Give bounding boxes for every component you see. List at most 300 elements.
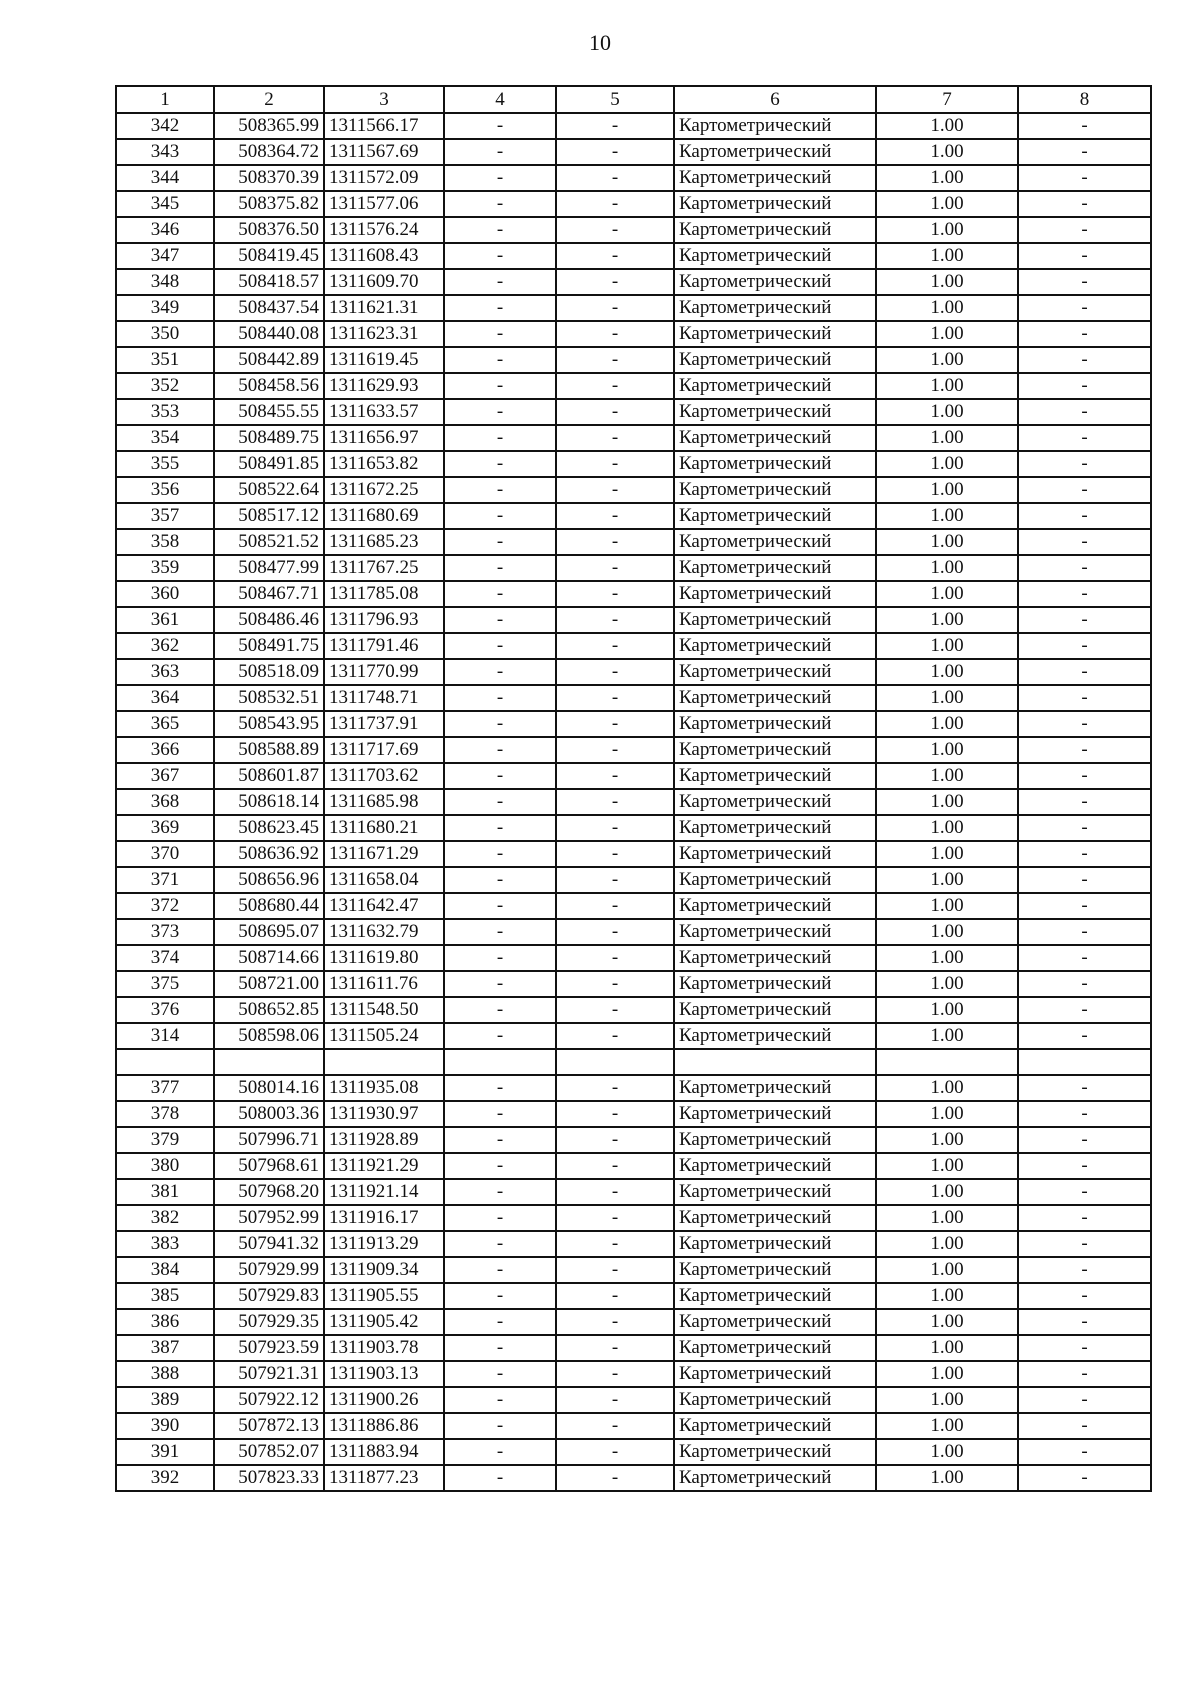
method-cell: Картометрический [674, 555, 876, 581]
accuracy-cell: 1.00 [876, 789, 1018, 815]
method-cell: Картометрический [674, 711, 876, 737]
accuracy-cell: 1.00 [876, 867, 1018, 893]
x-coordinate-cell: 508601.87 [214, 763, 324, 789]
col4-cell: - [444, 633, 556, 659]
x-coordinate-cell: 507921.31 [214, 1361, 324, 1387]
y-coordinate-cell: 1311883.94 [324, 1439, 444, 1465]
y-coordinate-cell: 1311916.17 [324, 1205, 444, 1231]
accuracy-cell: 1.00 [876, 243, 1018, 269]
point-number-cell: 382 [116, 1205, 214, 1231]
x-coordinate-cell: 508517.12 [214, 503, 324, 529]
table-row [116, 763, 1151, 789]
method-cell: Картометрический [674, 1205, 876, 1231]
accuracy-cell: 1.00 [876, 659, 1018, 685]
col5-cell: - [556, 347, 674, 373]
col4-cell: - [444, 867, 556, 893]
col5-cell: - [556, 1361, 674, 1387]
y-coordinate-cell: 1311505.24 [324, 1023, 444, 1049]
y-coordinate-cell: 1311767.25 [324, 555, 444, 581]
col8-cell: - [1018, 971, 1151, 997]
col4-cell: - [444, 1075, 556, 1101]
method-cell: Картометрический [674, 217, 876, 243]
col5-cell: - [556, 1413, 674, 1439]
point-number-cell: 383 [116, 1231, 214, 1257]
point-number-cell: 359 [116, 555, 214, 581]
col5-cell: - [556, 113, 674, 139]
accuracy-cell: 1.00 [876, 711, 1018, 737]
col4-cell: - [444, 191, 556, 217]
y-coordinate-cell: 1311629.93 [324, 373, 444, 399]
point-number-cell: 377 [116, 1075, 214, 1101]
table-row [116, 1387, 1151, 1413]
table-row [116, 1361, 1151, 1387]
accuracy-cell: 1.00 [876, 1413, 1018, 1439]
accuracy-cell: 1.00 [876, 425, 1018, 451]
method-cell: Картометрический [674, 1257, 876, 1283]
col8-cell: - [1018, 1179, 1151, 1205]
accuracy-cell: 1.00 [876, 1361, 1018, 1387]
point-number-cell: 354 [116, 425, 214, 451]
x-coordinate-cell: 507941.32 [214, 1231, 324, 1257]
col4-cell: - [444, 789, 556, 815]
table-body [116, 113, 1151, 1491]
col8-cell: - [1018, 347, 1151, 373]
col4-cell: - [444, 1101, 556, 1127]
col4-cell: - [444, 997, 556, 1023]
table-row [116, 503, 1151, 529]
method-cell: Картометрический [674, 503, 876, 529]
y-coordinate-cell: 1311653.82 [324, 451, 444, 477]
method-cell [674, 1049, 876, 1075]
col8-cell: - [1018, 1465, 1151, 1491]
x-coordinate-cell: 508455.55 [214, 399, 324, 425]
table-row [116, 841, 1151, 867]
col8-cell: - [1018, 1335, 1151, 1361]
table-row [116, 555, 1151, 581]
accuracy-cell [876, 1049, 1018, 1075]
col4-cell: - [444, 1283, 556, 1309]
header-cell: 7 [876, 86, 1018, 113]
col4-cell: - [444, 451, 556, 477]
col5-cell: - [556, 477, 674, 503]
point-number-cell: 372 [116, 893, 214, 919]
col5-cell: - [556, 295, 674, 321]
x-coordinate-cell: 508437.54 [214, 295, 324, 321]
point-number-cell: 366 [116, 737, 214, 763]
y-coordinate-cell: 1311703.62 [324, 763, 444, 789]
col4-cell: - [444, 1309, 556, 1335]
table-row [116, 139, 1151, 165]
col8-cell: - [1018, 113, 1151, 139]
col5-cell: - [556, 1179, 674, 1205]
point-number-cell: 380 [116, 1153, 214, 1179]
point-number-cell: 342 [116, 113, 214, 139]
col5-cell: - [556, 1309, 674, 1335]
point-number-cell: 392 [116, 1465, 214, 1491]
col4-cell: - [444, 841, 556, 867]
accuracy-cell: 1.00 [876, 815, 1018, 841]
point-number-cell: 378 [116, 1101, 214, 1127]
method-cell: Картометрический [674, 1439, 876, 1465]
point-number-cell: 367 [116, 763, 214, 789]
accuracy-cell: 1.00 [876, 1335, 1018, 1361]
point-number-cell: 370 [116, 841, 214, 867]
col8-cell: - [1018, 217, 1151, 243]
point-number-cell: 379 [116, 1127, 214, 1153]
col5-cell: - [556, 893, 674, 919]
x-coordinate-cell: 507929.83 [214, 1283, 324, 1309]
y-coordinate-cell: 1311737.91 [324, 711, 444, 737]
method-cell: Картометрический [674, 269, 876, 295]
table-row [116, 1257, 1151, 1283]
col8-cell: - [1018, 607, 1151, 633]
x-coordinate-cell: 508467.71 [214, 581, 324, 607]
y-coordinate-cell: 1311909.34 [324, 1257, 444, 1283]
accuracy-cell: 1.00 [876, 1153, 1018, 1179]
col4-cell: - [444, 165, 556, 191]
col8-cell: - [1018, 139, 1151, 165]
x-coordinate-cell: 508491.85 [214, 451, 324, 477]
y-coordinate-cell [324, 1049, 444, 1075]
accuracy-cell: 1.00 [876, 1179, 1018, 1205]
y-coordinate-cell: 1311905.55 [324, 1283, 444, 1309]
col4-cell: - [444, 477, 556, 503]
y-coordinate-cell: 1311632.79 [324, 919, 444, 945]
point-number-cell: 358 [116, 529, 214, 555]
col5-cell: - [556, 737, 674, 763]
x-coordinate-cell: 507952.99 [214, 1205, 324, 1231]
col8-cell: - [1018, 685, 1151, 711]
table-row [116, 789, 1151, 815]
x-coordinate-cell: 508618.14 [214, 789, 324, 815]
col5-cell: - [556, 191, 674, 217]
table-row [116, 1335, 1151, 1361]
accuracy-cell: 1.00 [876, 529, 1018, 555]
col4-cell: - [444, 685, 556, 711]
col5-cell: - [556, 1231, 674, 1257]
accuracy-cell: 1.00 [876, 1439, 1018, 1465]
point-number-cell: 365 [116, 711, 214, 737]
col4-cell: - [444, 1205, 556, 1231]
accuracy-cell: 1.00 [876, 737, 1018, 763]
col5-cell: - [556, 607, 674, 633]
col5-cell: - [556, 425, 674, 451]
y-coordinate-cell: 1311930.97 [324, 1101, 444, 1127]
table-row [116, 1309, 1151, 1335]
accuracy-cell: 1.00 [876, 1283, 1018, 1309]
accuracy-cell: 1.00 [876, 841, 1018, 867]
y-coordinate-cell: 1311680.69 [324, 503, 444, 529]
table-row [116, 243, 1151, 269]
accuracy-cell: 1.00 [876, 451, 1018, 477]
table-row [116, 217, 1151, 243]
table-row [116, 581, 1151, 607]
accuracy-cell: 1.00 [876, 477, 1018, 503]
col8-cell: - [1018, 1283, 1151, 1309]
point-number-cell: 361 [116, 607, 214, 633]
method-cell: Картометрический [674, 1179, 876, 1205]
y-coordinate-cell: 1311611.76 [324, 971, 444, 997]
method-cell: Картометрический [674, 1335, 876, 1361]
table-row [116, 347, 1151, 373]
accuracy-cell: 1.00 [876, 1465, 1018, 1491]
col8-cell: - [1018, 555, 1151, 581]
method-cell: Картометрический [674, 529, 876, 555]
table-row [116, 113, 1151, 139]
method-cell: Картометрический [674, 633, 876, 659]
col5-cell: - [556, 529, 674, 555]
method-cell: Картометрический [674, 191, 876, 217]
col5-cell: - [556, 451, 674, 477]
col4-cell: - [444, 1179, 556, 1205]
accuracy-cell: 1.00 [876, 607, 1018, 633]
x-coordinate-cell: 507922.12 [214, 1387, 324, 1413]
col8-cell: - [1018, 815, 1151, 841]
y-coordinate-cell: 1311567.69 [324, 139, 444, 165]
x-coordinate-cell: 508588.89 [214, 737, 324, 763]
header-cell: 3 [324, 86, 444, 113]
y-coordinate-cell: 1311608.43 [324, 243, 444, 269]
point-number-cell: 369 [116, 815, 214, 841]
col4-cell: - [444, 1127, 556, 1153]
point-number-cell: 362 [116, 633, 214, 659]
x-coordinate-cell: 508440.08 [214, 321, 324, 347]
y-coordinate-cell: 1311886.86 [324, 1413, 444, 1439]
col8-cell: - [1018, 867, 1151, 893]
col5-cell: - [556, 1257, 674, 1283]
col5-cell: - [556, 1075, 674, 1101]
accuracy-cell: 1.00 [876, 1257, 1018, 1283]
col5-cell: - [556, 139, 674, 165]
y-coordinate-cell: 1311685.98 [324, 789, 444, 815]
method-cell: Картометрический [674, 1283, 876, 1309]
method-cell: Картометрический [674, 295, 876, 321]
method-cell: Картометрический [674, 477, 876, 503]
point-number-cell: 363 [116, 659, 214, 685]
y-coordinate-cell: 1311642.47 [324, 893, 444, 919]
point-number-cell: 360 [116, 581, 214, 607]
method-cell: Картометрический [674, 373, 876, 399]
accuracy-cell: 1.00 [876, 581, 1018, 607]
table-row [116, 1101, 1151, 1127]
col8-cell: - [1018, 191, 1151, 217]
y-coordinate-cell: 1311621.31 [324, 295, 444, 321]
table-row [116, 1413, 1151, 1439]
point-number-cell: 387 [116, 1335, 214, 1361]
method-cell: Картометрический [674, 1075, 876, 1101]
method-cell: Картометрический [674, 815, 876, 841]
table-row [116, 1465, 1151, 1491]
col8-cell: - [1018, 1231, 1151, 1257]
method-cell: Картометрический [674, 399, 876, 425]
col5-cell: - [556, 373, 674, 399]
col8-cell: - [1018, 1127, 1151, 1153]
accuracy-cell: 1.00 [876, 1205, 1018, 1231]
col4-cell: - [444, 711, 556, 737]
table-row [116, 1049, 1151, 1075]
header-cell: 8 [1018, 86, 1151, 113]
table-row [116, 399, 1151, 425]
col5-cell: - [556, 1283, 674, 1309]
method-cell: Картометрический [674, 945, 876, 971]
accuracy-cell: 1.00 [876, 321, 1018, 347]
accuracy-cell: 1.00 [876, 555, 1018, 581]
col5-cell: - [556, 945, 674, 971]
y-coordinate-cell: 1311717.69 [324, 737, 444, 763]
x-coordinate-cell: 508418.57 [214, 269, 324, 295]
col4-cell: - [444, 425, 556, 451]
col4-cell: - [444, 321, 556, 347]
col4-cell: - [444, 919, 556, 945]
x-coordinate-cell: 508532.51 [214, 685, 324, 711]
col8-cell: - [1018, 1257, 1151, 1283]
col4-cell: - [444, 1257, 556, 1283]
y-coordinate-cell: 1311672.25 [324, 477, 444, 503]
y-coordinate-cell: 1311796.93 [324, 607, 444, 633]
header-cell: 6 [674, 86, 876, 113]
point-number-cell: 381 [116, 1179, 214, 1205]
method-cell: Картометрический [674, 451, 876, 477]
col4-cell: - [444, 607, 556, 633]
col5-cell: - [556, 555, 674, 581]
col4-cell: - [444, 1387, 556, 1413]
table-row [116, 685, 1151, 711]
method-cell: Картометрический [674, 607, 876, 633]
x-coordinate-cell: 508652.85 [214, 997, 324, 1023]
method-cell: Картометрический [674, 763, 876, 789]
x-coordinate-cell: 508376.50 [214, 217, 324, 243]
y-coordinate-cell: 1311785.08 [324, 581, 444, 607]
col8-cell: - [1018, 1309, 1151, 1335]
col8-cell: - [1018, 1439, 1151, 1465]
col4-cell: - [444, 1231, 556, 1257]
y-coordinate-cell: 1311748.71 [324, 685, 444, 711]
header-cell: 5 [556, 86, 674, 113]
y-coordinate-cell: 1311935.08 [324, 1075, 444, 1101]
y-coordinate-cell: 1311680.21 [324, 815, 444, 841]
y-coordinate-cell: 1311928.89 [324, 1127, 444, 1153]
accuracy-cell: 1.00 [876, 1101, 1018, 1127]
method-cell: Картометрический [674, 321, 876, 347]
method-cell: Картометрический [674, 893, 876, 919]
table-row [116, 1023, 1151, 1049]
col5-cell: - [556, 399, 674, 425]
method-cell: Картометрический [674, 139, 876, 165]
point-number-cell: 344 [116, 165, 214, 191]
method-cell: Картометрический [674, 685, 876, 711]
x-coordinate-cell: 508680.44 [214, 893, 324, 919]
point-number-cell: 385 [116, 1283, 214, 1309]
x-coordinate-cell: 508442.89 [214, 347, 324, 373]
y-coordinate-cell: 1311656.97 [324, 425, 444, 451]
col5-cell: - [556, 1387, 674, 1413]
table-row [116, 1127, 1151, 1153]
y-coordinate-cell: 1311577.06 [324, 191, 444, 217]
col8-cell: - [1018, 659, 1151, 685]
method-cell: Картометрический [674, 347, 876, 373]
col5-cell: - [556, 1127, 674, 1153]
col4-cell: - [444, 555, 556, 581]
point-number-cell: 389 [116, 1387, 214, 1413]
method-cell: Картометрический [674, 1153, 876, 1179]
y-coordinate-cell: 1311671.29 [324, 841, 444, 867]
col8-cell: - [1018, 711, 1151, 737]
method-cell: Картометрический [674, 841, 876, 867]
table-row [116, 1439, 1151, 1465]
col5-cell: - [556, 919, 674, 945]
point-number-cell: 391 [116, 1439, 214, 1465]
y-coordinate-cell: 1311903.78 [324, 1335, 444, 1361]
col5-cell: - [556, 659, 674, 685]
col8-cell: - [1018, 1205, 1151, 1231]
col4-cell [444, 1049, 556, 1075]
x-coordinate-cell: 508518.09 [214, 659, 324, 685]
col5-cell: - [556, 633, 674, 659]
col5-cell: - [556, 1101, 674, 1127]
col8-cell: - [1018, 1361, 1151, 1387]
header-cell: 1 [116, 86, 214, 113]
y-coordinate-cell: 1311770.99 [324, 659, 444, 685]
col8-cell: - [1018, 581, 1151, 607]
x-coordinate-cell: 508522.64 [214, 477, 324, 503]
col4-cell: - [444, 1153, 556, 1179]
col4-cell: - [444, 1439, 556, 1465]
method-cell: Картометрический [674, 1361, 876, 1387]
y-coordinate-cell: 1311913.29 [324, 1231, 444, 1257]
x-coordinate-cell: 507968.20 [214, 1179, 324, 1205]
method-cell: Картометрический [674, 1023, 876, 1049]
col4-cell: - [444, 529, 556, 555]
y-coordinate-cell: 1311658.04 [324, 867, 444, 893]
col4-cell: - [444, 659, 556, 685]
method-cell: Картометрический [674, 1101, 876, 1127]
col4-cell: - [444, 373, 556, 399]
y-coordinate-cell: 1311685.23 [324, 529, 444, 555]
method-cell: Картометрический [674, 737, 876, 763]
col5-cell: - [556, 1205, 674, 1231]
col5-cell: - [556, 503, 674, 529]
coordinates-table [115, 85, 1152, 1492]
table-row [116, 997, 1151, 1023]
x-coordinate-cell: 507929.99 [214, 1257, 324, 1283]
col4-cell: - [444, 503, 556, 529]
point-number-cell: 348 [116, 269, 214, 295]
x-coordinate-cell: 508636.92 [214, 841, 324, 867]
col5-cell: - [556, 165, 674, 191]
table-row [116, 425, 1151, 451]
col5-cell: - [556, 269, 674, 295]
col8-cell: - [1018, 295, 1151, 321]
y-coordinate-cell: 1311633.57 [324, 399, 444, 425]
col8-cell: - [1018, 321, 1151, 347]
table-row [116, 607, 1151, 633]
col4-cell: - [444, 269, 556, 295]
col5-cell [556, 1049, 674, 1075]
x-coordinate-cell: 508543.95 [214, 711, 324, 737]
x-coordinate-cell: 507929.35 [214, 1309, 324, 1335]
accuracy-cell: 1.00 [876, 945, 1018, 971]
y-coordinate-cell: 1311619.80 [324, 945, 444, 971]
table-header-row [116, 86, 1151, 113]
col8-cell: - [1018, 269, 1151, 295]
table-row [116, 633, 1151, 659]
point-number-cell: 356 [116, 477, 214, 503]
col4-cell: - [444, 347, 556, 373]
method-cell: Картометрический [674, 425, 876, 451]
col8-cell: - [1018, 1023, 1151, 1049]
col5-cell: - [556, 763, 674, 789]
point-number-cell: 350 [116, 321, 214, 347]
